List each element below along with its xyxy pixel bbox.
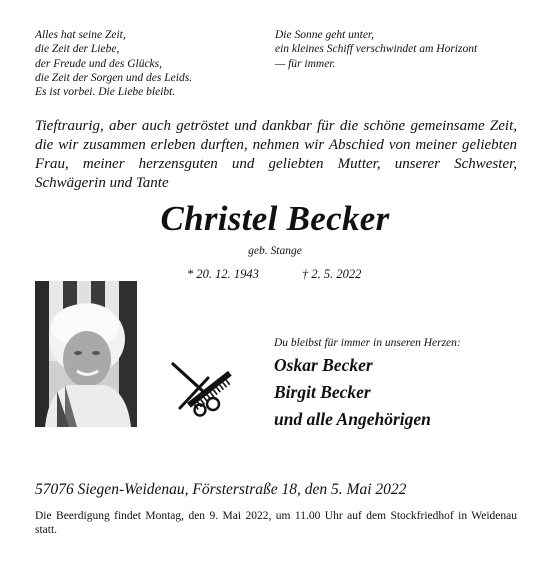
poem-left xyxy=(35,28,192,99)
poem-line: Die Sonne geht unter, xyxy=(275,29,375,41)
portrait-photo-icon xyxy=(35,281,137,427)
poem-line: die Zeit der Liebe, xyxy=(35,43,120,56)
mourner-name: Birgit Becker xyxy=(274,382,371,402)
poem-line: ein kleines Schiff verschwindet am Horizont xyxy=(275,43,478,56)
poem-right xyxy=(275,28,477,71)
poem-line: Alles hat seine Zeit, xyxy=(35,29,126,41)
remembrance-line: Du bleibst für immer in unseren Herzen: xyxy=(274,337,461,349)
funeral-note: Die Beerdigung findet Montag, den 9. Mai 2022, um 11.00 Uhr auf dem Stockfriedhof in Weidenau statt. xyxy=(35,510,517,536)
intro-text: Tieftraurig, aber auch getröstet und dankbar für die schöne gemeinsame Zeit, die wir zusammen erleben durften, nehmen wir Abschied von meiner geliebten Frau, meiner herzensguten und geliebten Mutter, unserer Schwester, Schwägerin und Tante xyxy=(35,118,517,191)
mourner-name: und alle Angehörigen xyxy=(274,409,431,429)
poem-line: Es ist vorbei. Die Liebe bleibt. xyxy=(35,86,176,99)
portrait-photo xyxy=(35,281,137,427)
birth-date: * 20. 12. 1943 xyxy=(187,267,259,281)
death-date: † 2. 5. 2022 xyxy=(302,267,362,281)
poem-line: — für immer. xyxy=(275,57,336,70)
scissors-comb-icon xyxy=(170,358,240,418)
maiden-name: geb. Stange xyxy=(248,245,302,257)
place-and-date: 57076 Siegen-Weidenau, Försterstraße 18, den 5. Mai 2022 xyxy=(35,481,407,498)
poem-line: der Freude und des Glücks, xyxy=(35,57,162,70)
poem-line: die Zeit der Sorgen und des Leids. xyxy=(35,71,193,84)
mourner-name: Oskar Becker xyxy=(274,355,373,375)
deceased-name: Christel Becker xyxy=(160,199,390,238)
